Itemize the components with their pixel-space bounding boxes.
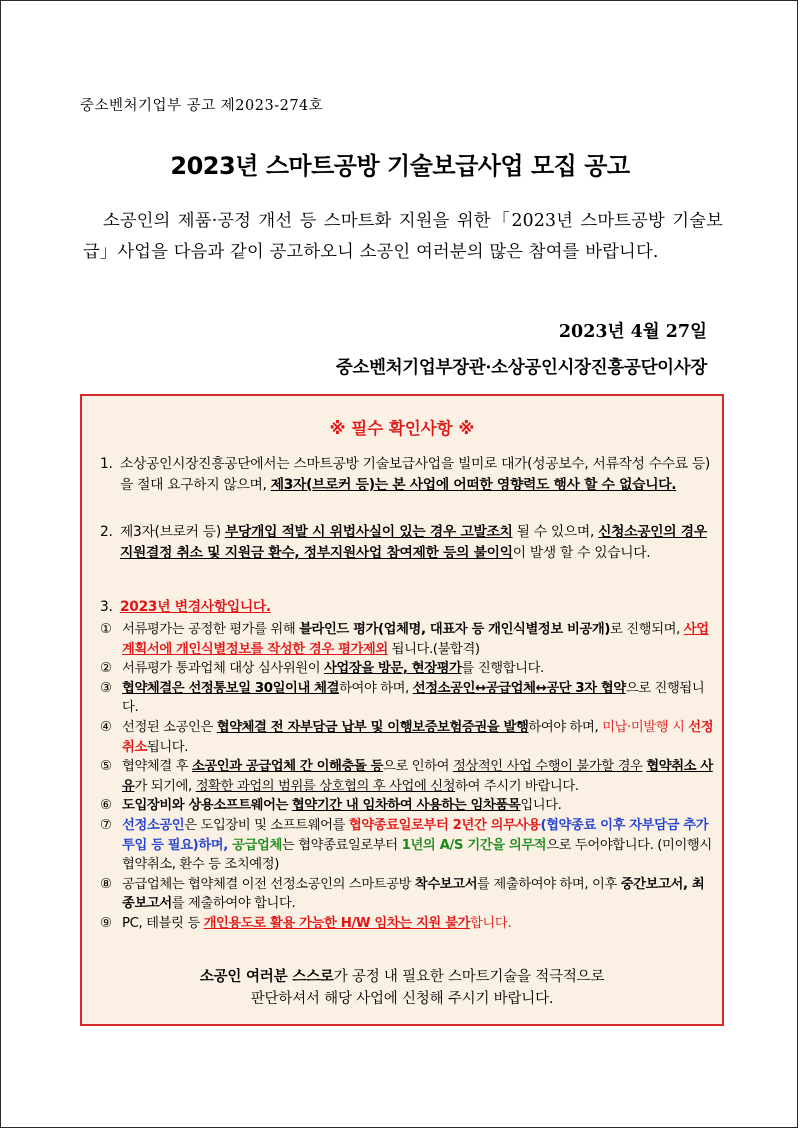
item-number: 2. [100, 524, 113, 540]
change-item-3: ③ 협약체결은 선정통보일 30일이내 체결하여야 하며, 선정소공인↔공급업체↔공단 3자 협약으로 진행됩니다. [100, 680, 705, 716]
item-text: 소상공인시장진흥공단에서는 스마트공방 기술보급사업을 빌미로 대가(성공보수, 서류작성 수수료 등)을 절대 요구하지 않으며, [120, 456, 711, 493]
item-text: 될 수 있으며, [512, 524, 599, 540]
circled-number: ⑥ [100, 798, 112, 814]
notice-item-2 [100, 522, 712, 564]
circled-number: ⑦ [100, 817, 112, 833]
notice-box-title: ※ 필수 확인사항 ※ [329, 419, 475, 438]
change-item-2: ② 서류평가 통과업체 대상 심사위원이 사업장을 방문, 현장평가를 진행합니다. [100, 659, 714, 679]
circled-number: ① [100, 622, 112, 637]
circled-number: ③ [100, 680, 112, 696]
circled-number: ⑤ [100, 759, 112, 775]
announcement-date: 2023년 4월 27일 [558, 322, 707, 342]
notice-number: 중소벤처기업부 공고 제2023-274호 [80, 98, 324, 114]
circled-number: ④ [100, 719, 112, 735]
closing-text: 판단하셔서 해당 사업에 신청해 주시기 바랍니다. [250, 991, 554, 1007]
required-notice-box [80, 394, 724, 1026]
change-item-4: ④ 선정된 소공인은 협약체결 전 자부담금 납부 및 이행보증보험증권을 발행하여야 하며, 미납·미발행 시 선정취소됩니다. [100, 719, 714, 755]
item-emphasis: 신청소공인의 경우 지원결정 취소 및 지원금 환수, 정부지원사업 참여제한 등의 불이익 [120, 524, 707, 561]
change-item-7: ⑦ 선정소공인은 도입장비 및 소프트웨어를 협약종료일로부터 2년간 의무사용(협약종료 이후 자부담금 추가투입 등 필요)하며, 공급업체는 협약종료일로부터 1년의 A/S 기간을 의무적으로 두어야합니다. (미이행시 협약취소, 환수 등 조치예정) [100, 817, 712, 873]
item-emphasis: 부당개입 적발 시 위법사실이 있는 경우 고발조치 [224, 524, 513, 540]
item-text: 이 발생 할 수 있습니다. [512, 545, 651, 561]
circled-number: ⑨ [100, 915, 112, 931]
changes-list [100, 620, 714, 934]
changes-heading: 2023년 변경사항입니다. [120, 599, 271, 615]
change-item-8: ⑧ 공급업체는 협약체결 이전 선정소공인의 스마트공방 착수보고서를 제출하여야 하며, 이후 중간보고서, 최종보고서를 제출하여야 합니다. [100, 876, 705, 912]
notice-item-3 [100, 597, 712, 618]
item-text: 제3자(브로커 등) [120, 524, 225, 540]
change-item-5: ⑤ 협약체결 후 소공인과 공급업체 간 이해충돌 등으로 인하여 정상적인 사업 수행이 불가할 경우 협약취소 사유가 되기에, 정확한 과업의 범위를 상호협의 후 사업에 신청하여 주시기 바랍니다. [100, 759, 713, 794]
intro-paragraph: 소공인의 제품·공정 개선 등 스마트화 지원을 위한「2023년 스마트공방 기술보급」사업을 다음과 같이 공고하오니 소공인 여러분의 많은 참여를 바랍니다. [83, 211, 723, 262]
change-item-6: ⑥ 도입장비와 상용소프트웨어는 협약기간 내 임차하여 사용하는 임차품목입니다. [100, 796, 714, 816]
circled-number: ⑧ [100, 876, 112, 892]
item-number: 3. [100, 599, 113, 615]
issuer: 중소벤처기업부장관·소상공인시장진흥공단이사장 [335, 358, 707, 378]
item-emphasis: 제3자(브로커 등)는 본 사업에 어떠한 영향력도 행사 할 수 없습니다. [270, 477, 677, 493]
circled-number: ② [100, 661, 112, 677]
closing-emphasis: 소공인 여러분 스스로 [199, 969, 334, 985]
change-item-9: ⑨ PC, 테블릿 등 개인용도로 활용 가능한 H/W 임차는 지원 불가합니다. [100, 914, 714, 934]
document-title: 2023년 스마트공방 기술보급사업 모집 공고 [170, 152, 630, 180]
change-item-1: ① 서류평가는 공정한 평가를 위해 블라인드 평가(업체명, 대표자 등 개인식별정보 비공개)로 진행되며, 사업계획서에 개인식별정보를 작성한 경우 평가제외 됩니다.(불합격) [100, 622, 709, 657]
closing-text: 가 공정 내 필요한 스마트기술을 적극적으로 [333, 969, 605, 985]
closing-message [82, 966, 722, 1010]
item-number: 1. [100, 456, 113, 472]
notice-item-1 [100, 454, 712, 496]
